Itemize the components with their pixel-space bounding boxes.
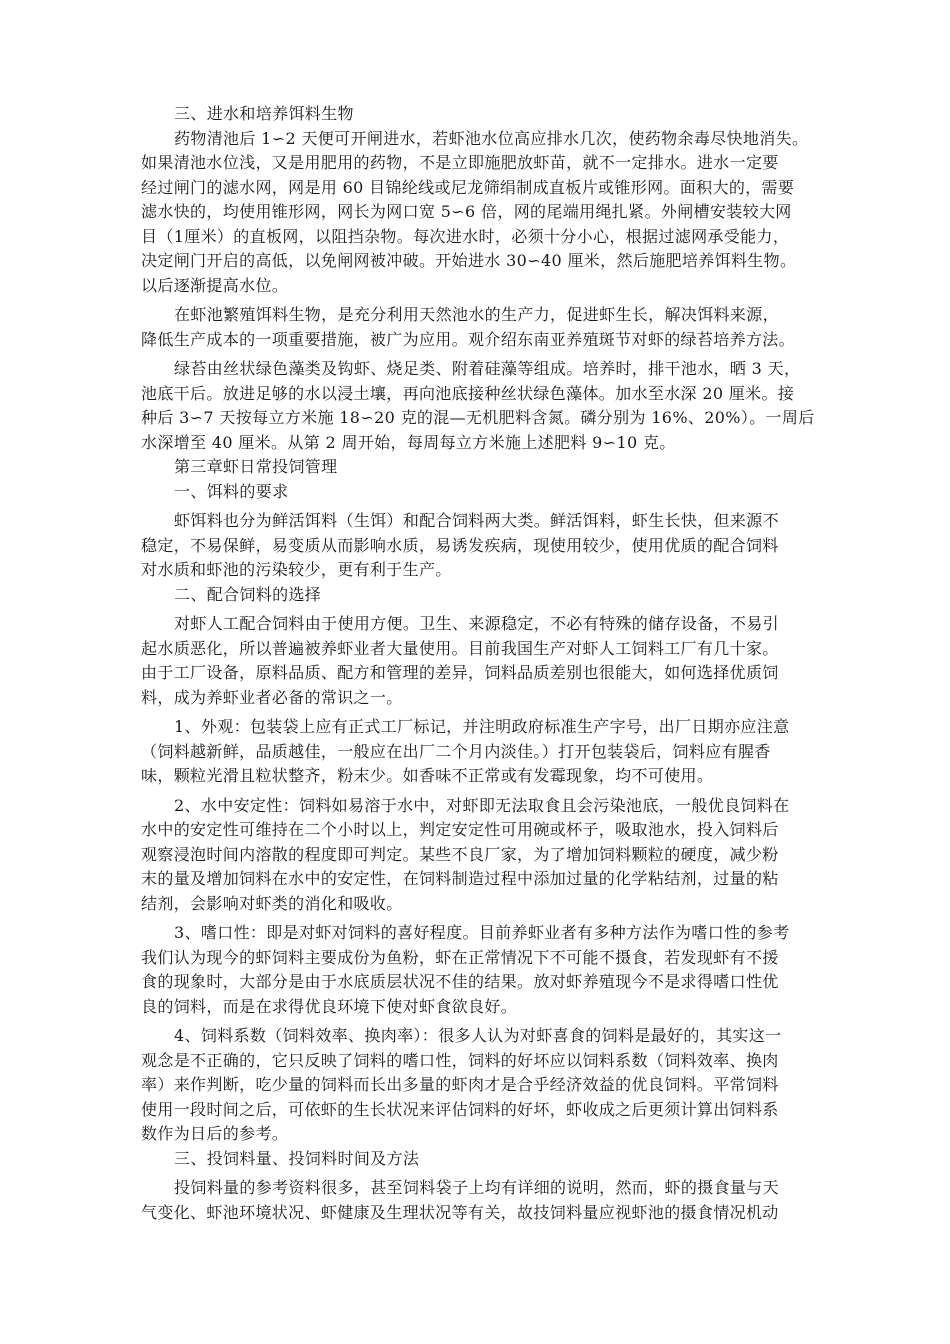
text-line: 对虾人工配合饲料由于使用方便。卫生、来源稳定，不必有特殊的储存设备，不易引 (174, 614, 779, 633)
text-line: 经过闸门的滤水网，网是用 60 目锦纶线或尼龙筛绢制成直板片或锥形网。面积大的，需要 (141, 177, 795, 197)
text-line: 结剂，会影响对虾类的消化和吸收。 (141, 893, 403, 913)
text-line: 稳定，不易保鲜，易变质从而影响水质，易诱发疾病，现使用较少，使用优质的配合饲料 (141, 535, 779, 555)
text-line: 决定闸门开启的高低，以免闸网被冲破。开始进水 30∽40 厘米，然后施肥培养饵料生物。 (141, 251, 797, 270)
paragraph (141, 921, 821, 1019)
text-line: 水深增至 40 厘米。从第 2 周开始，每周每立方米施上述肥料 9∽10 克。 (141, 432, 676, 452)
text-line: 1、外观：包装袋上应有正式工厂标记，并注明政府标准生产字号，出厂日期亦应注意 (174, 717, 790, 736)
text-line: 如果清池水位浅，又是用肥用的药物，不是立即施肥放虾苗，就不一定排水。进水一定要 (141, 153, 779, 172)
text-line: 观察浸泡时间内溶散的程度即可判定。某些不良厂家，为了增加饲料颗粒的硬度，减少粉 (141, 844, 779, 864)
text-line: 种后 3∽7 天按每立方米施 18∽20 克的混—无机肥料含氮。磷分别为 16%、20%）。一周后 (141, 408, 815, 427)
text-line: 一、饵料的要求 (174, 481, 289, 501)
paragraph (141, 1024, 821, 1147)
text-line: 由于工厂设备，原料品质、配方和管理的差异，饲料品质差别也很能大，如何选择优质饲 (141, 663, 779, 682)
text-line: 良的饲料，而是在求得优良环境下使对虾食欲良好。 (141, 996, 518, 1016)
text-line: 三、进水和培养饵料生物 (174, 104, 354, 123)
paragraph (141, 1147, 821, 1172)
paragraph (141, 303, 821, 352)
text-line: 4、饲料系数（饲料效率、换肉率）：很多人认为对虾喜食的饲料是最好的，其实这一 (174, 1026, 782, 1045)
text-line: 三、投饲料量、投饲料时间及方法 (174, 1148, 420, 1168)
text-line: 观念是不正确的，它只反映了饲料的嗜口性，饲料的好坏应以饲料系数（饲料效率、换肉 (141, 1050, 779, 1070)
paragraph (141, 480, 821, 505)
paragraph (141, 612, 821, 710)
paragraph (141, 102, 821, 127)
text-line: 药物清池后 1∽2 天便可开闸进水，若虾池水位高应排水几次，使药物余毒尽快地消失。 (174, 128, 809, 148)
text-line: 末的量及增加饲料在水中的安定性，在饲料制造过程中添加过量的化学粘结剂，过量的粘 (141, 869, 779, 888)
paragraph (141, 357, 821, 455)
paragraph (141, 1176, 821, 1225)
text-line: 料，成为养虾业者必备的常识之一。 (141, 687, 403, 707)
text-line: 2、水中安定性：饲料如易溶于水中，对虾即无法取食且会污染池底，一般优良饲料在 (174, 795, 790, 815)
text-line: 起水质恶化，所以普遍被养虾业者大量使用。目前我国生产对虾人工饲料工厂有几十家。 (141, 638, 779, 658)
text-line: 绿苔由丝状绿色藻类及钩虾、烧足类、附着硅藻等组成。培养时，排干池水，晒 3 天， (174, 359, 801, 378)
text-line: 气变化、虾池环境状况、虾健康及生理状况等有关，故技饲料量应视虾池的摄食情况机动 (141, 1202, 779, 1222)
text-line: 投饲料量的参考资料很多，甚至饲料袋子上均有详细的说明，然而，虾的摄食量与天 (174, 1178, 779, 1197)
text-line: 对水质和虾池的污染较少，更有利于生产。 (141, 560, 452, 579)
text-line: 味，颗粒光滑且粒状整齐，粉末少。如香味不正常或有发霉现象，均不可使用。 (141, 766, 714, 785)
text-line: 虾饵料也分为鲜活饵料（生饵）和配合饲料两大类。鲜活饵料，虾生长快，但来源不 (174, 511, 779, 530)
text-line: 数作为日后的参考。 (141, 1124, 289, 1143)
text-line: 在虾池繁殖饵料生物，是充分利用天然池水的生产力，促进虾生长，解决饵料来源， (174, 305, 779, 324)
document-body (141, 102, 821, 1225)
text-line: 3、嗜口性：即是对虾对饲料的喜好程度。目前养虾业者有多种方法作为嗜口性的参考 (174, 923, 790, 942)
paragraph (141, 715, 821, 789)
text-line: 我们认为现今的虾饲料主要成份为鱼粉，虾在正常情况下不可能不摄食，若发现虾有不援 (141, 947, 779, 967)
text-line: 使用一段时间之后，可依虾的生长状况来评估饲料的好坏，虾收成之后更须计算出饲料系 (141, 1099, 779, 1119)
paragraph (141, 583, 821, 608)
text-line: 以后逐渐提高水位。 (141, 275, 289, 295)
text-line: 率）来作判断，吃少量的饲料而长出多量的虾肉才是合乎经济效益的优良饲料。平常饲料 (141, 1075, 779, 1094)
text-line: 第三章虾日常投饲管理 (174, 457, 338, 476)
text-line: 降低生产成本的一项重要措施，被广为应用。观介绍东南亚养殖斑节对虾的绿苔培养方法。 (141, 329, 796, 349)
paragraph (141, 509, 821, 583)
paragraph (141, 794, 821, 917)
text-line: （饲料越新鲜，品质越佳，一般应在出厂二个月内淡佳。）打开包装袋后，饲料应有腥香 (141, 741, 771, 761)
text-line: 二、配合饲料的选择 (174, 584, 322, 604)
text-line: 池底干后。放进足够的水以浸土壤，再向池底接种丝状绿色藻体。加水至水深 20 厘米。接 (141, 383, 795, 403)
paragraph (141, 127, 821, 299)
text-line: 水中的安定性可维持在二个小时以上，判定安定性可用碗或杯子，吸取池水，投入饲料后 (141, 820, 779, 839)
text-line: 滤水快的，均使用锥形网，网长为网口宽 5∽6 倍，网的尾端用绳扎紧。外闸槽安装较大网 (141, 202, 792, 221)
paragraph (141, 455, 821, 480)
text-line: 食的现象时，大部分是由于水底质层状况不佳的结果。放对虾养殖现今不是求得嗜口性优 (141, 972, 779, 991)
text-line: 目（1厘米）的直板网，以阻挡杂物。每次进水时，必须十分小心，根据过滤网承受能力， (141, 226, 790, 246)
